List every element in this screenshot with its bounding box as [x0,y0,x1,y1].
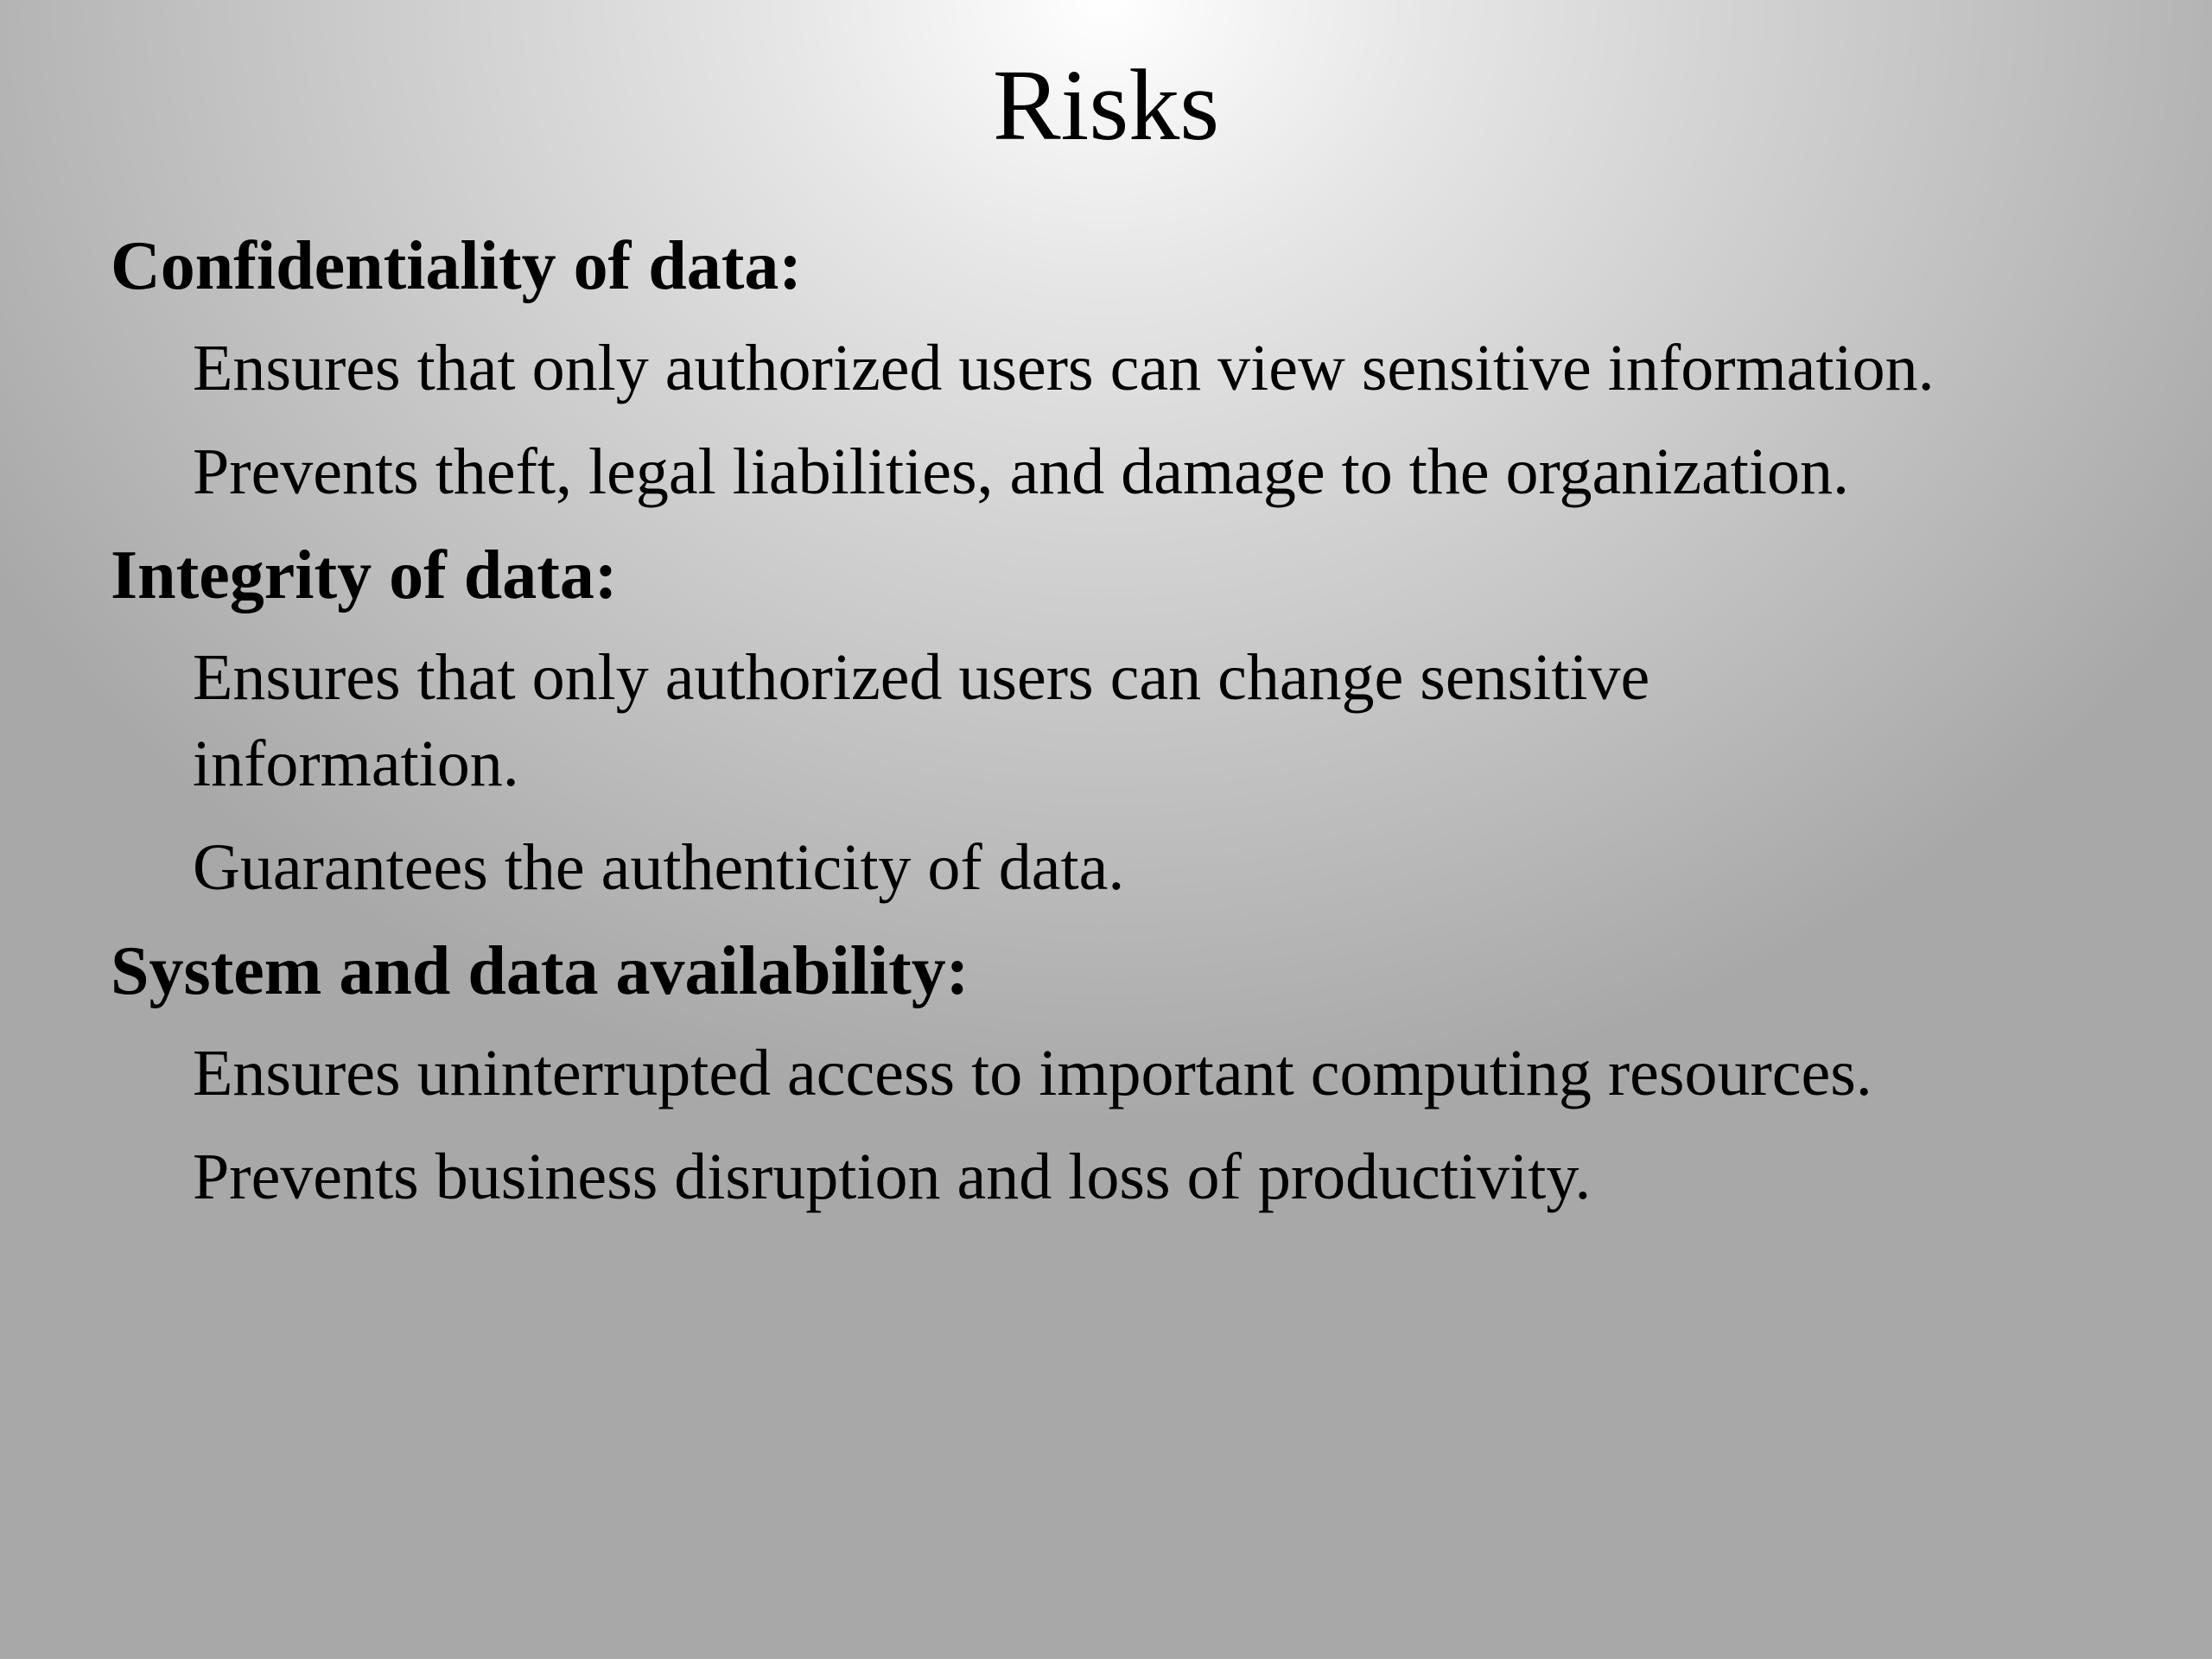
section-point: Guarantees the authenticity of data. [193,831,1125,904]
section-heading: Confidentiality of data: [111,228,802,304]
slide-content [111,223,2124,1237]
section-point: Ensures uninterrupted access to important computing resources. [193,1037,1872,1109]
section-point: Ensures that only authorized users can change sensitive information. [193,641,1650,800]
section-heading: Integrity of data: [111,537,618,613]
slide-title: Risks [992,48,1220,162]
section-integrity [111,532,2124,911]
section-point: Ensures that only authorized users can view sensitive information. [193,332,1935,404]
section-availability [111,928,2124,1220]
section-heading: System and data availability: [111,933,969,1009]
section-point: Prevents business disruption and loss of productivity. [193,1141,1592,1213]
section-confidentiality [111,223,2124,515]
section-point: Prevents theft, legal liabilities, and damage to the organization. [193,435,1850,508]
